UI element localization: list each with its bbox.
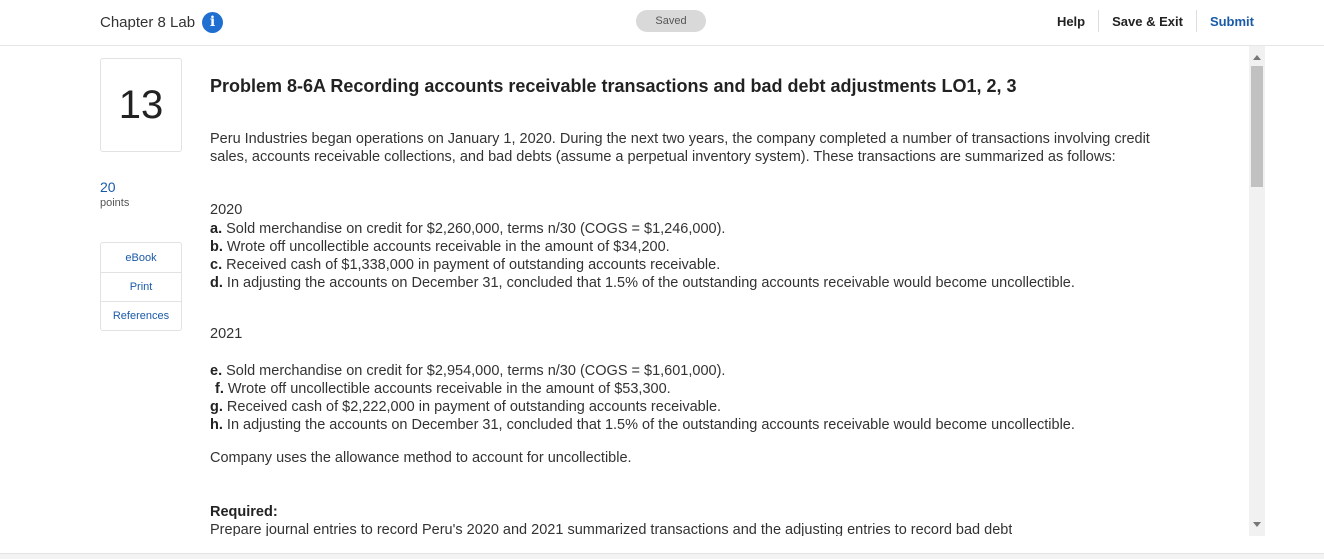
bottom-bar (0, 553, 1324, 559)
scroll-up-arrow-icon[interactable] (1249, 50, 1265, 60)
vertical-scrollbar[interactable] (1249, 46, 1265, 536)
list-item (210, 220, 1075, 238)
header-nav (1044, 9, 1324, 33)
points-label: points (100, 197, 130, 209)
item-letter: d. (210, 275, 223, 291)
save-exit-link[interactable]: Save & Exit (1098, 10, 1196, 32)
assignment-title: Chapter 8 Lab (100, 13, 196, 31)
problem-intro: Peru Industries began operations on January 1, 2020. During the next two years, the company completed a number of transactions involving credit sales, accounts receivable collections, and bad debts (assume a perpetual inventory system). These transactions are summarized as follows: (210, 131, 1150, 165)
top-bar (0, 0, 1324, 46)
required-text: Prepare journal entries to record Peru's 2020 and 2021 summarized transactions and the adjusting entries to record bad debt (210, 522, 1013, 536)
submit-link[interactable]: Submit (1196, 10, 1324, 32)
assignment-title-group (100, 10, 223, 34)
item-text: Received cash of $2,222,000 in payment of outstanding accounts receivable. (222, 399, 722, 415)
problem-title: Problem 8-6A Recording accounts receivable transactions and bad debt adjustments LO1, 2, 3 (210, 76, 1017, 96)
item-text: Received cash of $1,338,000 in payment of outstanding accounts receivable. (222, 257, 721, 273)
required-label: Required: (210, 504, 278, 520)
resource-links (100, 242, 182, 331)
scroll-down-arrow-icon[interactable] (1249, 520, 1265, 530)
saved-status-badge: Saved (636, 10, 706, 32)
item-text: Sold merchandise on credit for $2,260,000, terms n/30 (COGS = $1,246,000). (222, 221, 726, 237)
item-letter: b. (210, 239, 223, 255)
list-item (210, 274, 1075, 292)
ebook-link[interactable]: eBook (125, 251, 157, 264)
points-value: 20 (100, 179, 116, 195)
help-link[interactable]: Help (1056, 13, 1086, 29)
scroll-thumb[interactable] (1251, 66, 1263, 187)
year-heading-2020: 2020 (210, 202, 243, 218)
item-text: In adjusting the accounts on December 31, concluded that 1.5% of the outstanding accounts receivable would become uncollectible. (222, 275, 1075, 291)
item-text: In adjusting the accounts on December 31, concluded that 1.5% of the outstanding accounts receivable would become uncollectible. (222, 417, 1075, 433)
transaction-list-2021 (210, 362, 1075, 434)
item-letter: e. (210, 363, 223, 379)
item-letter: h. (210, 417, 223, 433)
references-link[interactable]: References (101, 301, 181, 330)
year-heading-2021: 2021 (210, 326, 243, 342)
print-link[interactable]: Print (101, 272, 181, 301)
method-note: Company uses the allowance method to account for uncollectible. (210, 450, 632, 466)
transaction-list-2020 (210, 220, 1075, 292)
list-item (210, 256, 1075, 274)
item-letter: a. (210, 221, 223, 237)
question-number: 13 (100, 58, 182, 152)
list-item (210, 380, 1075, 398)
item-letter: g. (210, 399, 223, 415)
list-item (210, 238, 1075, 256)
item-letter: c. (210, 257, 223, 273)
list-item (210, 398, 1075, 416)
item-text: Wrote off uncollectible accounts receivable in the amount of $34,200. (222, 239, 670, 255)
info-icon[interactable]: i (202, 12, 223, 33)
list-item (210, 416, 1075, 434)
list-item (210, 362, 1075, 380)
item-text: Wrote off uncollectible accounts receivable in the amount of $53,300. (223, 381, 671, 397)
item-letter: f. (215, 381, 224, 397)
item-text: Sold merchandise on credit for $2,954,000, terms n/30 (COGS = $1,601,000). (222, 363, 726, 379)
